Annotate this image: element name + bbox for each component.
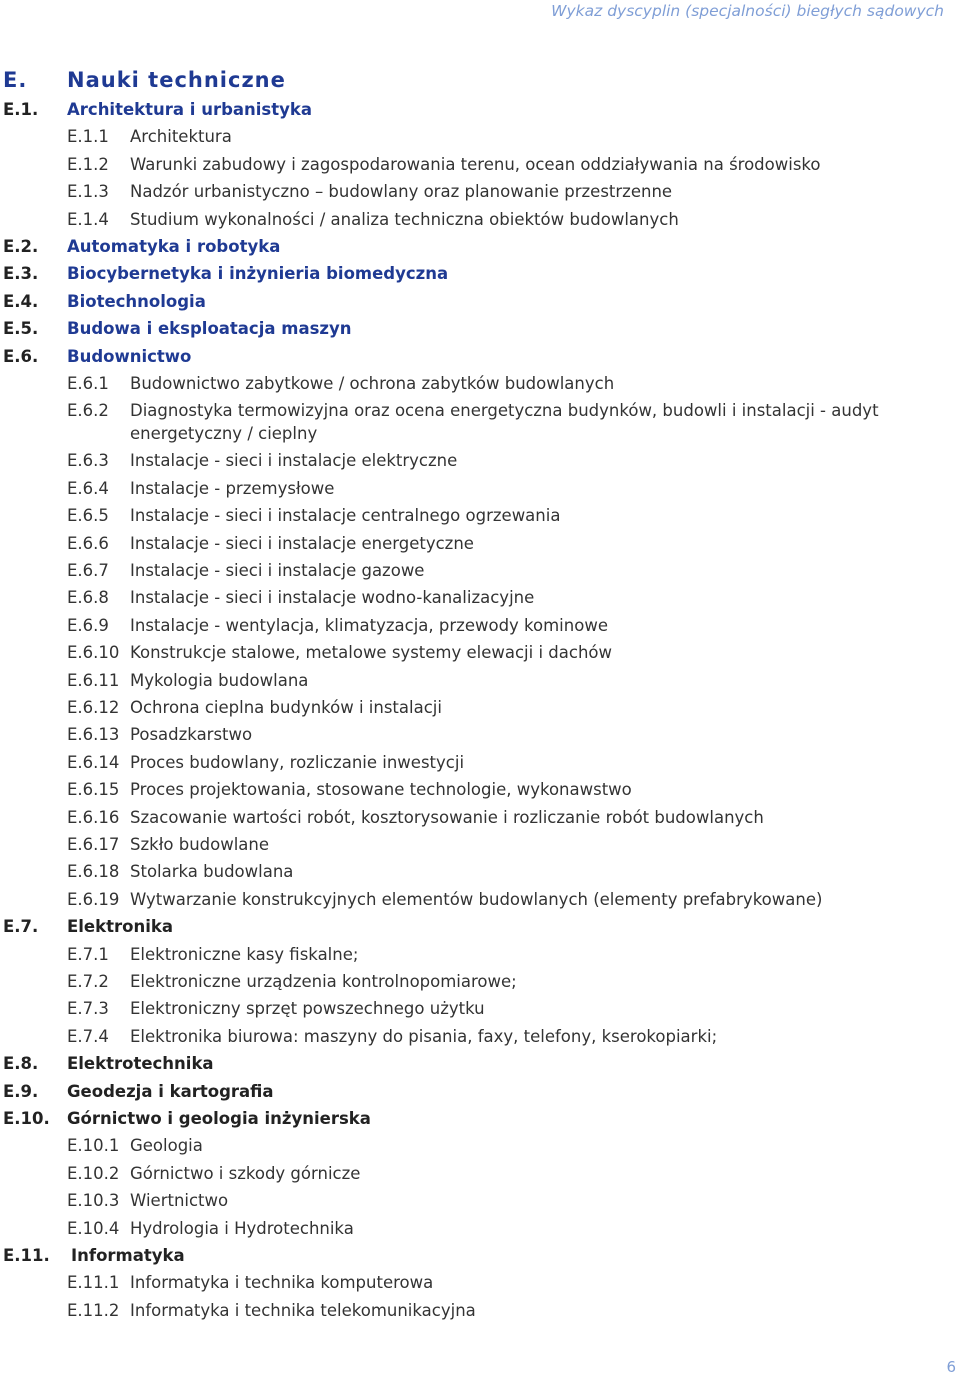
category-code: E.2. [3, 237, 39, 256]
subcategory-title: Elektroniczny sprzęt powszechnego użytku [130, 999, 485, 1019]
subcategory-title: Proces budowlany, rozliczanie inwestycji [130, 752, 465, 772]
category-title: Elektrotechnika [67, 1054, 214, 1074]
category-code: E.6. [3, 346, 39, 366]
category-title: Biotechnologia [67, 291, 206, 311]
subcategory-code: E.6.8 [67, 588, 109, 608]
subcategory-title: Instalacje - przemysłowe [130, 478, 335, 498]
subcategory-title: Studium wykonalności / analiza techniczna obiektów budowlanych [130, 209, 679, 229]
subcategory-code: E.6.7 [67, 561, 109, 580]
subcategory-code: E.6.10 [67, 643, 120, 663]
category-title: Architektura i urbanistyka [67, 100, 312, 119]
subcategory-code: E.10.4 [67, 1218, 120, 1238]
page-number: 6 [946, 1358, 956, 1376]
subcategory-code: E.1.2 [67, 154, 109, 174]
category-title: Geodezja i kartografia [67, 1081, 274, 1101]
subcategory-code: E.6.15 [67, 780, 120, 800]
category-code: E.8. [3, 1054, 39, 1074]
subcategory-title: Diagnostyka termowizyjna oraz ocena energetyczna budynków, budowli i instalacji - audyt energetyczny / cieplny [130, 401, 879, 444]
category-title: Górnictwo i geologia inżynierska [67, 1109, 371, 1128]
category-code: E.11. [3, 1246, 50, 1265]
section-code: E. [3, 68, 28, 92]
subcategory-code: E.6.12 [67, 698, 120, 717]
subcategory-code: E.10.3 [67, 1191, 120, 1211]
subcategory-title: Budownictwo zabytkowe / ochrona zabytków budowlanych [130, 374, 615, 393]
subcategory-title: Wiertnictwo [130, 1191, 229, 1211]
subcategory-title: Instalacje - sieci i instalacje centralnego ogrzewania [130, 506, 561, 526]
subcategory-title: Stolarka budowlana [130, 862, 294, 882]
subcategory-code: E.6.19 [67, 889, 120, 909]
category-code: E.5. [3, 319, 39, 339]
subcategory-title: Instalacje - sieci i instalacje energetyczne [130, 533, 474, 553]
subcategory-code: E.7.2 [67, 972, 109, 991]
subcategory-title: Elektroniczne kasy fiskalne; [130, 944, 359, 964]
subcategory-code: E.6.9 [67, 615, 109, 635]
category-title: Budownictwo [67, 346, 192, 366]
subcategory-code: E.6.3 [67, 451, 109, 471]
subcategory-title: Nadzór urbanistyczno – budowlany oraz planowanie przestrzenne [130, 182, 673, 202]
subcategory-title: Górnictwo i szkody górnicze [130, 1163, 361, 1183]
subcategory-title: Ochrona cieplna budynków i instalacji [130, 698, 442, 717]
subcategory-code: E.6.18 [67, 862, 120, 882]
subcategory-code: E.6.16 [67, 807, 120, 827]
running-header: Wykaz dyscyplin (specjalności) biegłych sądowych [551, 2, 944, 20]
subcategory-code: E.6.11 [67, 670, 120, 690]
subcategory-code: E.6.1 [67, 374, 109, 393]
subcategory-code: E.7.3 [67, 999, 109, 1019]
subcategory-code: E.6.13 [67, 725, 120, 745]
subcategory-code: E.7.4 [67, 1026, 109, 1046]
subcategory-title: Posadzkarstwo [130, 725, 253, 745]
category-title: Budowa i eksploatacja maszyn [67, 319, 352, 339]
subcategory-title: Proces projektowania, stosowane technologie, wykonawstwo [130, 780, 632, 800]
subcategory-code: E.1.4 [67, 209, 109, 229]
category-title: Elektronika [67, 917, 173, 937]
subcategory-title: Szacowanie wartości robót, kosztorysowanie i rozliczanie robót budowlanych [130, 807, 764, 827]
subcategory-code: E.11.2 [67, 1300, 120, 1320]
subcategory-title: Konstrukcje stalowe, metalowe systemy elewacji i dachów [130, 643, 613, 663]
subcategory-code: E.6.5 [67, 506, 109, 526]
section-title: Nauki techniczne [67, 68, 286, 92]
subcategory-title: Szkło budowlane [130, 835, 270, 854]
subcategory-title: Wytwarzanie konstrukcyjnych elementów budowlanych (elementy prefabrykowane) [130, 889, 823, 909]
subcategory-title: Instalacje - sieci i instalacje gazowe [130, 561, 425, 580]
subcategory-title: Instalacje - sieci i instalacje wodno-kanalizacyjne [130, 588, 535, 608]
subcategory-code: E.6.2 [67, 401, 109, 421]
subcategory-code: E.10.1 [67, 1136, 120, 1156]
subcategory-title: Informatyka i technika komputerowa [130, 1273, 434, 1293]
category-code: E.1. [3, 100, 39, 119]
category-code: E.3. [3, 264, 39, 284]
category-code: E.4. [3, 291, 39, 311]
category-code: E.10. [3, 1109, 50, 1128]
subcategory-title: Geologia [130, 1136, 203, 1156]
subcategory-code: E.11.1 [67, 1273, 120, 1293]
category-title: Automatyka i robotyka [67, 237, 281, 256]
subcategory-code: E.6.6 [67, 533, 109, 553]
subcategory-title: Elektronika biurowa: maszyny do pisania, faxy, telefony, kserokopiarki; [130, 1026, 718, 1046]
subcategory-code: E.10.2 [67, 1163, 120, 1183]
subcategory-title: Elektroniczne urządzenia kontrolnopomiarowe; [130, 972, 517, 991]
subcategory-code: E.6.17 [67, 835, 120, 854]
subcategory-title: Hydrologia i Hydrotechnika [130, 1218, 354, 1238]
subcategory-code: E.6.4 [67, 478, 109, 498]
subcategory-code: E.1.3 [67, 182, 109, 202]
subcategory-code: E.1.1 [67, 127, 109, 147]
subcategory-code: E.7.1 [67, 944, 109, 964]
subcategory-title: Architektura [130, 127, 232, 147]
category-title: Informatyka [71, 1246, 185, 1265]
subcategory-title: Warunki zabudowy i zagospodarowania terenu, ocean oddziaływania na środowisko [130, 154, 821, 174]
category-code: E.9. [3, 1081, 39, 1101]
category-title: Biocybernetyka i inżynieria biomedyczna [67, 264, 449, 284]
subcategory-code: E.6.14 [67, 752, 120, 772]
subcategory-title: Instalacje - sieci i instalacje elektryczne [130, 451, 458, 471]
subcategory-title: Mykologia budowlana [130, 670, 309, 690]
subcategory-title: Informatyka i technika telekomunikacyjna [130, 1300, 476, 1320]
category-code: E.7. [3, 917, 39, 937]
subcategory-title: Instalacje - wentylacja, klimatyzacja, przewody kominowe [130, 615, 608, 635]
